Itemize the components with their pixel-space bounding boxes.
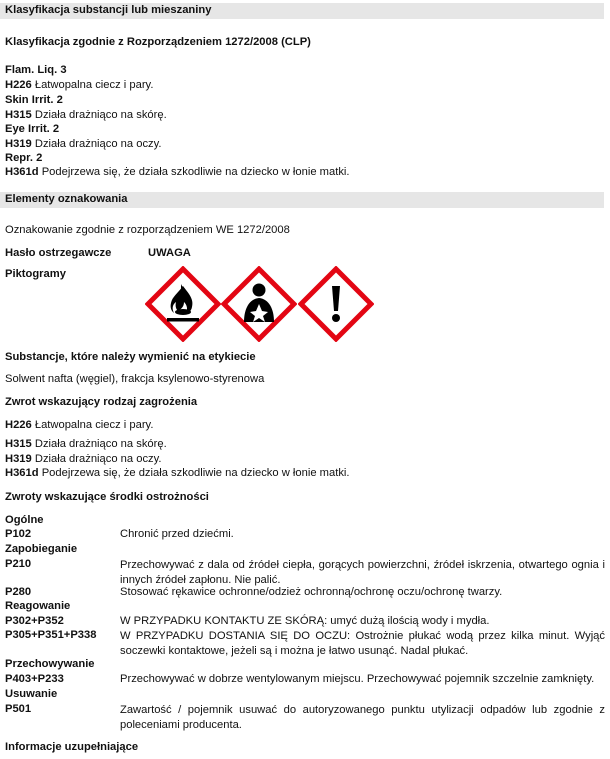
precaution-code: P305+P351+P338: [5, 629, 97, 641]
classification-subtitle: Klasyfikacja zgodnie z Rozporządzeniem 1272/2008 (CLP): [5, 36, 311, 48]
statement-code: H315: [5, 109, 32, 121]
category-response: Reagowanie: [5, 600, 71, 612]
labelling-intro: Oznakowanie zgodnie z rozporządzeniem WE 1272/2008: [5, 224, 290, 236]
signal-word: UWAGA: [148, 247, 191, 259]
statement-text: Działa drażniąco na skórę.: [34, 438, 167, 450]
statement-code: H315: [5, 438, 32, 450]
hazard-statement: [5, 419, 153, 431]
signal-word-label: Hasło ostrzegawcze: [5, 247, 112, 259]
hazard-statement: [5, 138, 162, 150]
precaution-code: P302+P352: [5, 615, 64, 627]
statement-text: Podejrzewa się, że działa szkodliwie na dziecko w łonie matki.: [41, 166, 350, 178]
precaution-code: P403+P233: [5, 673, 64, 685]
statement-code: H361d: [5, 467, 39, 479]
hazard-statement: [5, 453, 162, 465]
category-general: Ogólne: [5, 514, 44, 526]
section-title: Klasyfikacja substancji lub mieszaniny: [5, 4, 212, 16]
substances-value: Solwent nafta (węgiel), frakcja ksylenowo-styrenowa: [5, 373, 265, 385]
hazard-class: Eye Irrit. 2: [5, 123, 60, 135]
statement-text: Podejrzewa się, że działa szkodliwie na dziecko w łonie matki.: [41, 467, 350, 479]
section-title: Elementy oznakowania: [5, 193, 128, 205]
health-hazard-icon: [221, 266, 297, 342]
precaution-text: Przechowywać z dala od źródeł ciepła, gorących powierzchni, źródeł iskrzenia, otwartego ognia i innych źródeł zapłonu. Nie palić.: [120, 559, 605, 586]
statement-text: Działa drażniąco na oczy.: [34, 453, 162, 465]
category-prevention: Zapobieganie: [5, 543, 78, 555]
hazard-class: Flam. Liq. 3: [5, 64, 67, 76]
hazard-statements-label: Zwrot wskazujący rodzaj zagrożenia: [5, 396, 198, 408]
statement-code: H319: [5, 138, 32, 150]
statement-text: Działa drażniąco na skórę.: [34, 109, 167, 121]
precaution-text: Chronić przed dziećmi.: [120, 528, 234, 540]
hazard-statement: [5, 438, 167, 450]
precaution-code: P501: [5, 703, 32, 715]
precaution-code: P210: [5, 558, 32, 570]
exclamation-mark-icon: [298, 266, 374, 342]
hazard-statement: [5, 467, 350, 479]
flame-icon: [145, 266, 221, 342]
hazard-statement: [5, 79, 153, 91]
precaution-code: P102: [5, 528, 32, 540]
supplementary-info-label: Informacje uzupełniające: [5, 741, 139, 753]
precaution-text: W PRZYPADKU DOSTANIA SIĘ DO OCZU: Ostrożnie płukać wodą przez kilka minut. Wyjąć soczewki kontaktowe, jeżeli są i można je łatwo usunąć. Nadal płukać.: [120, 630, 605, 657]
section-header-labelling: [0, 192, 604, 208]
statement-code: H226: [5, 419, 32, 431]
hazard-statement: [5, 109, 167, 121]
category-storage: Przechowywanie: [5, 658, 95, 670]
substances-label: Substancje, które należy wymienić na etykiecie: [5, 351, 256, 363]
statement-code: H319: [5, 453, 32, 465]
statement-text: Łatwopalna ciecz i pary.: [34, 79, 154, 91]
precaution-text: Przechowywać w dobrze wentylowanym miejscu. Przechowywać pojemnik szczelnie zamknięty.: [120, 673, 595, 685]
statement-text: Działa drażniąco na oczy.: [34, 138, 162, 150]
statement-code: H226: [5, 79, 32, 91]
precaution-code: P280: [5, 586, 32, 598]
pictograms-label: Piktogramy: [5, 268, 66, 280]
precaution-text: Stosować rękawice ochronne/odzież ochronną/ochronę oczu/ochronę twarzy.: [120, 586, 503, 598]
category-disposal: Usuwanie: [5, 688, 58, 700]
statement-text: Łatwopalna ciecz i pary.: [34, 419, 154, 431]
hazard-class: Repr. 2: [5, 152, 43, 164]
statement-code: H361d: [5, 166, 39, 178]
hazard-statement: [5, 166, 350, 178]
hazard-class: Skin Irrit. 2: [5, 94, 63, 106]
precaution-text: W PRZYPADKU KONTAKTU ZE SKÓRĄ: umyć dużą ilością wody i mydła.: [120, 615, 490, 627]
precaution-text: Zawartość / pojemnik usuwać do autoryzowanego punktu utylizacji odpadów lub zgodnie z poleceniami producenta.: [120, 704, 605, 731]
precautionary-statements-label: Zwroty wskazujące środki ostrożności: [5, 491, 209, 503]
section-header-classification: [0, 3, 604, 19]
